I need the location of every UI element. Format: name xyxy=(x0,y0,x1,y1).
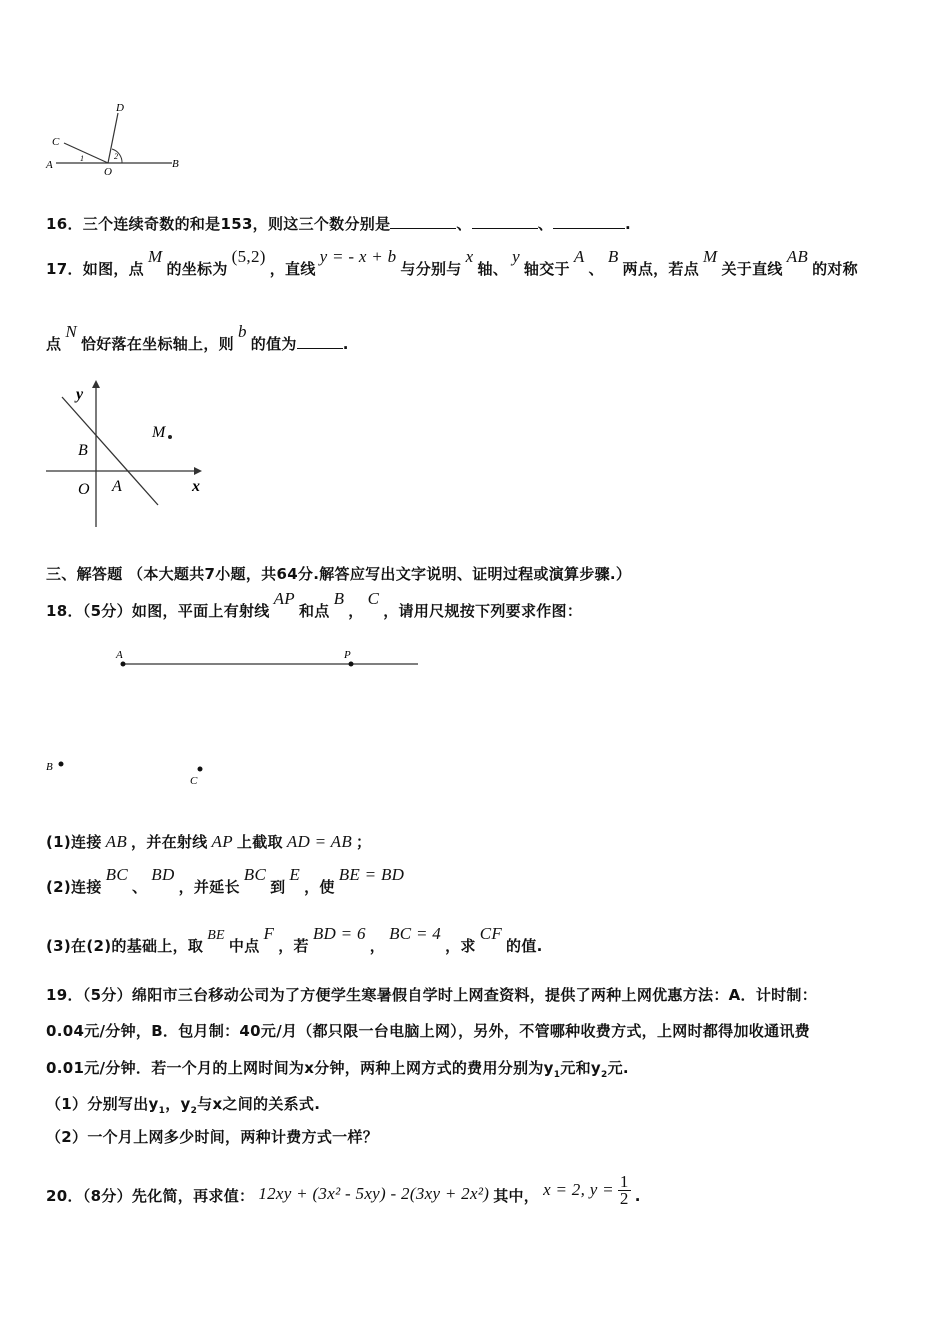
question-18-part-1 xyxy=(46,831,371,852)
question-20 xyxy=(46,1172,641,1213)
q16-sep-2: 、 xyxy=(537,215,554,233)
label-a: A xyxy=(116,649,123,661)
q18-p3-equation-1: BD = 6 xyxy=(312,924,366,943)
label-a: A xyxy=(112,478,122,495)
q18-p3-equation-2: BC = 4 xyxy=(389,924,442,943)
q20-expression: 12xy + (3x² - 5xy) - 2(3xy + 2x²) xyxy=(258,1184,490,1203)
q19-p2-text: （2）一个月上网多少时间，两种计费方式一样？ xyxy=(46,1128,379,1146)
label-x: x xyxy=(192,478,200,495)
q17-text-2: 的坐标为 xyxy=(166,260,228,278)
q19-sub-2: 2 xyxy=(601,1070,608,1080)
label-c: C xyxy=(52,136,60,148)
point-p xyxy=(349,662,354,667)
q17-b-point: B xyxy=(607,247,619,266)
label-a: A xyxy=(46,159,53,171)
q18-p3-sep: ， xyxy=(369,937,386,955)
question-18 xyxy=(46,589,583,621)
q17-equation: y = - x + b xyxy=(319,247,397,266)
q18-p3-text-a: (3)在(2)的基础上，取 xyxy=(46,937,204,955)
label-o: O xyxy=(104,166,112,178)
label-b: B xyxy=(172,158,179,170)
q19-text-3a: 0.01元/分钟．若一个月的上网时间为x分钟，两种上网方式的费用分别为y xyxy=(46,1059,554,1077)
q19-text-3b: 元和y xyxy=(560,1059,601,1077)
question-19-line-1 xyxy=(46,984,817,1005)
q18-p1-text-b: ，并在射线 xyxy=(131,833,208,851)
q20-denominator: 2 xyxy=(619,1189,629,1208)
q19-text-2: 0.04元/分钟，B．包月制：40元/月（都只限一台电脑上网），另外，不管哪种收费方式，上网时都得加收通讯费 xyxy=(46,1022,810,1040)
q20-text-1: 20．（8分）先化简，再求值： xyxy=(46,1187,255,1205)
q17-text-3: ，直线 xyxy=(269,260,316,278)
q18-p2-text-c: 到 xyxy=(270,878,286,896)
q19-p1-text-b: ，y xyxy=(165,1095,191,1113)
q19-p1-sub-2: 2 xyxy=(190,1106,198,1116)
q16-blank-3 xyxy=(553,214,625,229)
q17-text-8: 关于直线 xyxy=(721,260,783,278)
q17-a: A xyxy=(573,247,585,266)
question-19-line-3 xyxy=(46,1057,629,1080)
question-19-line-2 xyxy=(46,1020,810,1041)
label-d: D xyxy=(116,102,124,114)
q20-end: . xyxy=(634,1187,641,1205)
q18-p3-text-d: ，求 xyxy=(445,937,476,955)
q17-ab: AB xyxy=(786,247,809,266)
point-b xyxy=(59,762,64,767)
q20-condition: x = 2, y = xyxy=(543,1180,614,1199)
label-b: B xyxy=(78,442,88,459)
q19-p1-sub-1: 1 xyxy=(158,1106,166,1116)
q16-text: 16．三个连续奇数的和是153，则这三个数分别是 xyxy=(46,215,391,233)
question-16 xyxy=(46,213,631,234)
q16-blank-2 xyxy=(472,214,538,229)
point-a xyxy=(121,662,126,667)
angle-figure xyxy=(40,95,190,180)
q16-blank-1 xyxy=(390,214,456,229)
label-2: 2 xyxy=(114,152,118,161)
q20-numerator: 1 xyxy=(619,1172,629,1191)
q18-c: C xyxy=(367,589,380,608)
q17-text-9: 的对称 xyxy=(812,260,858,278)
label-m: M xyxy=(152,424,166,441)
q18-p1-equation: AD = AB xyxy=(286,832,353,851)
q18-p1-text-a: (1)连接 xyxy=(46,833,102,851)
q17-text-5: 轴、 xyxy=(477,260,509,278)
question-19-part-1 xyxy=(46,1093,320,1116)
q20-text-2: 其中， xyxy=(493,1187,540,1205)
q17-blank xyxy=(297,334,343,349)
label-o: O xyxy=(78,481,90,498)
q19-sub-1: 1 xyxy=(553,1070,561,1080)
q18-p3-text-e: 的值. xyxy=(506,937,543,955)
q17-text-10: 点 xyxy=(46,335,62,353)
point-m xyxy=(168,435,172,439)
q18-p1-text-c: 上截取 xyxy=(236,833,283,851)
ray-figure xyxy=(40,640,440,790)
label-p: P xyxy=(344,649,351,661)
q17-m: M xyxy=(147,247,163,266)
question-17-line-1 xyxy=(46,247,858,279)
q17-x: x xyxy=(465,247,474,266)
q18-p3-be: BE xyxy=(207,928,225,943)
q16-end: . xyxy=(625,215,632,233)
q16-sep-1: 、 xyxy=(456,215,472,233)
label-b: B xyxy=(46,761,53,773)
q18-b: B xyxy=(333,589,345,608)
q18-text-3: ，请用尺规按下列要求作图： xyxy=(383,602,583,620)
q17-text-1: 17．如图，点 xyxy=(46,260,144,278)
q19-p1-text-a: （1）分别写出y xyxy=(46,1095,159,1113)
coordinate-figure xyxy=(40,375,220,535)
label-y: y xyxy=(76,386,84,403)
q18-p2-sep: 、 xyxy=(131,878,148,896)
q19-text-1: 19．（5分）绵阳市三台移动公司为了方便学生寒暑假自学时上网查资料，提供了两种上网优惠方法：A．计时制： xyxy=(46,986,818,1004)
q18-p1-text-d: ； xyxy=(356,833,372,851)
angle-ray-oc xyxy=(64,143,108,163)
section-3-text: 三、解答题 （本大题共7小题，共64分.解答应写出文字说明、证明过程或演算步骤.） xyxy=(46,565,632,583)
q18-p2-bc: BC xyxy=(105,865,128,884)
q18-p2-text-a: (2)连接 xyxy=(46,878,102,896)
question-19-part-2 xyxy=(46,1126,378,1147)
q18-p1-ab: AB xyxy=(105,832,128,851)
q17-text-6: 轴交于 xyxy=(523,260,570,278)
q17-n: N xyxy=(65,322,77,341)
q20-fraction xyxy=(618,1174,631,1207)
q17-sep: 、 xyxy=(588,260,604,278)
q18-p3-cf: CF xyxy=(479,924,503,943)
q18-p3-text-c: ，若 xyxy=(278,937,309,955)
q19-text-3c: 元. xyxy=(607,1059,629,1077)
question-18-part-3 xyxy=(46,924,543,956)
q18-p2-text-b: ，并延长 xyxy=(178,878,240,896)
line-ab xyxy=(62,397,158,505)
q17-b: b xyxy=(237,322,247,341)
q18-text-2: 和点 xyxy=(299,602,330,620)
q18-p2-text-d: ，使 xyxy=(304,878,335,896)
q17-m-2: M xyxy=(703,247,718,266)
q18-p3-f: F xyxy=(263,924,275,943)
q18-p2-bc-2: BC xyxy=(243,865,267,884)
x-axis-arrow xyxy=(194,467,202,475)
q18-comma: ， xyxy=(348,602,364,620)
q17-text-7: 两点，若点 xyxy=(622,260,700,278)
q17-coord: (5,2) xyxy=(231,247,266,266)
y-axis-arrow xyxy=(92,380,100,388)
q19-p1-text-c: 与x之间的关系式. xyxy=(197,1095,321,1113)
label-c: C xyxy=(190,775,198,787)
question-17-line-2 xyxy=(46,322,349,354)
q18-p2-equation: BE = BD xyxy=(338,865,405,884)
q18-p3-text-b: 中点 xyxy=(228,937,260,955)
section-3-header xyxy=(46,563,631,584)
q18-p2-bd: BD xyxy=(151,865,175,884)
q17-text-11: 恰好落在坐标轴上，则 xyxy=(80,335,234,353)
label-1: 1 xyxy=(80,154,84,163)
q17-text-12: 的值为 xyxy=(250,335,297,353)
q18-p1-ap: AP xyxy=(211,832,233,851)
point-c xyxy=(198,767,203,772)
q18-text-1: 18．（5分）如图，平面上有射线 xyxy=(46,602,270,620)
question-18-part-2 xyxy=(46,865,408,897)
q17-y: y xyxy=(512,247,520,266)
q17-end: . xyxy=(342,335,349,353)
q18-p2-e: E xyxy=(289,865,301,884)
q18-ap: AP xyxy=(273,589,295,608)
q17-text-4: 与分别与 xyxy=(400,260,462,278)
